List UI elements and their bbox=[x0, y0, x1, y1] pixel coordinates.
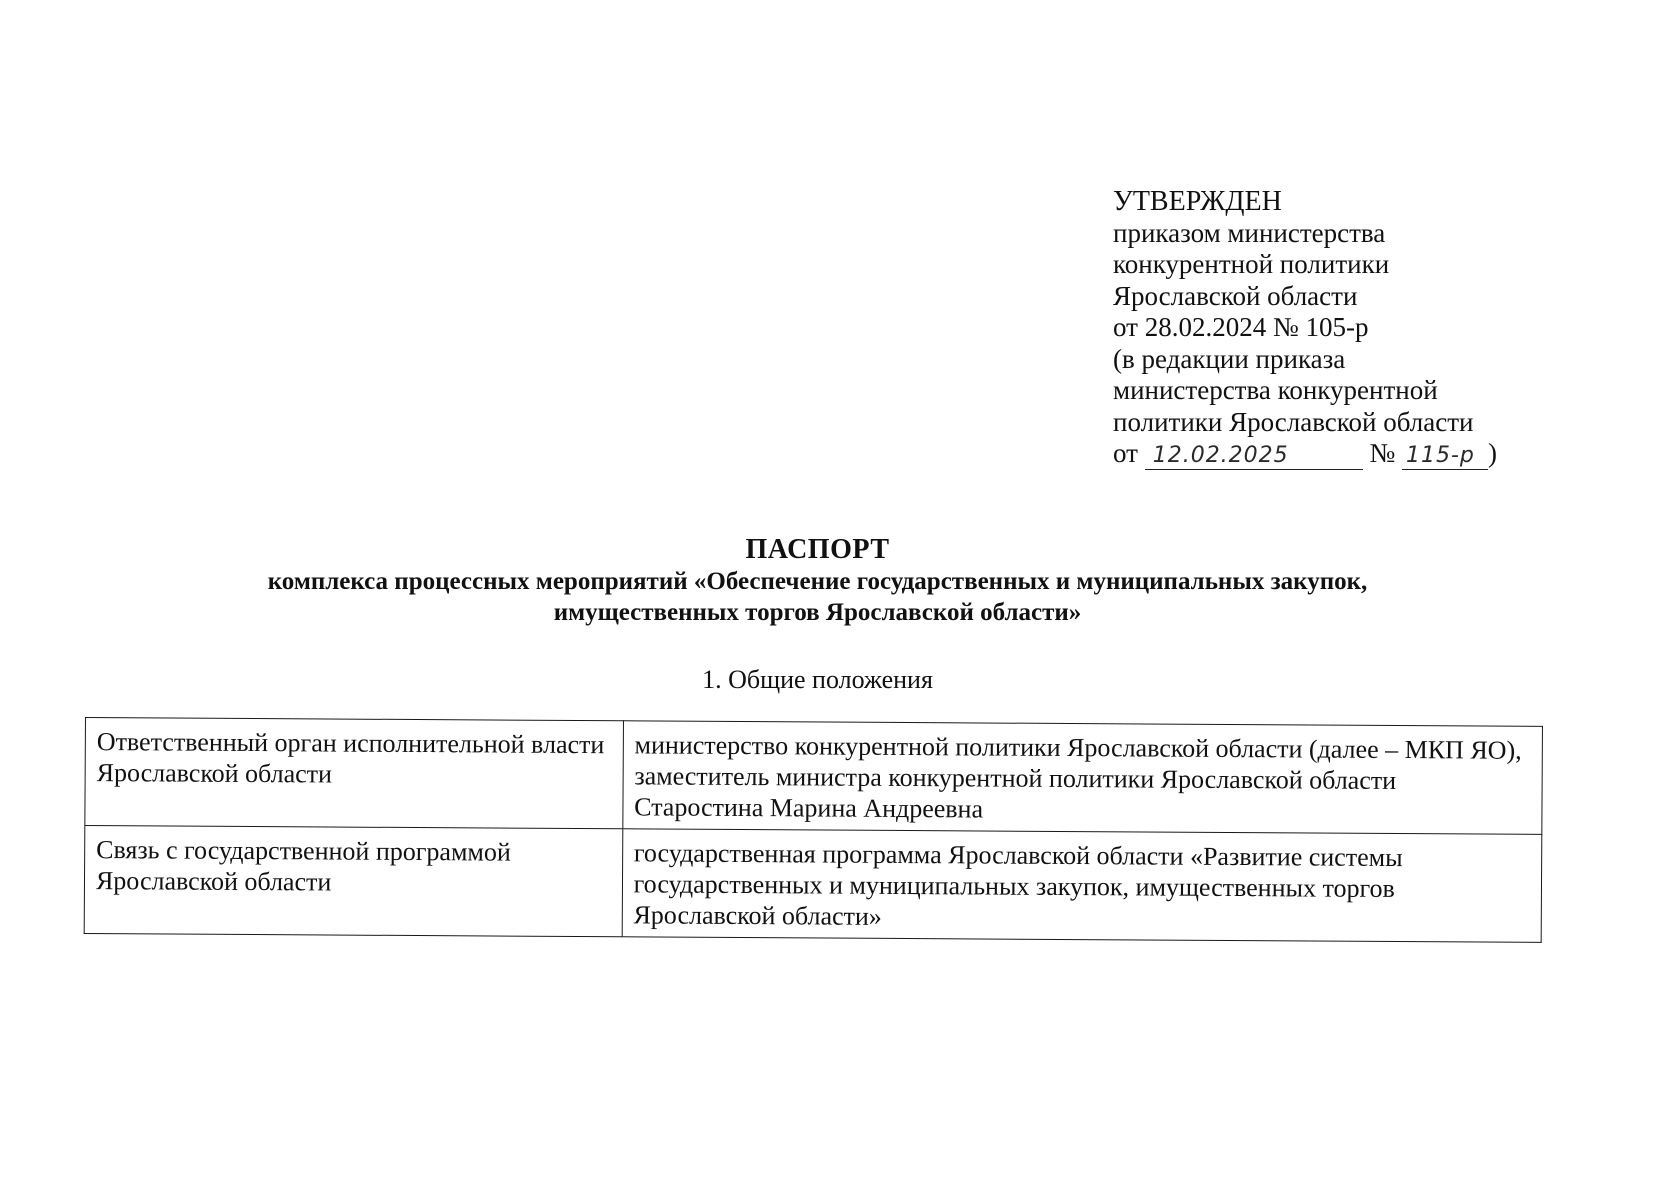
title-subtitle-line-2: имущественных торгов Ярославской области» bbox=[553, 599, 1082, 626]
row-label: Связь с государственной программой Ярославской области bbox=[84, 826, 622, 937]
approval-line: политики Ярославской области bbox=[1113, 406, 1474, 437]
approval-line: приказом министерства bbox=[1113, 217, 1386, 248]
row-value: государственная программа Ярославской области «Развитие системы государственных и муниципальных закупок, имущественных торгов Ярославской области» bbox=[622, 829, 1542, 943]
handwritten-number: 115-р bbox=[1402, 443, 1488, 470]
handwritten-date: 12.02.2025 bbox=[1145, 443, 1363, 470]
title-subtitle-line-1: комплекса процессных мероприятий «Обеспечение государственных и муниципальных закупок, bbox=[267, 568, 1368, 595]
approval-line: Ярославской области bbox=[1113, 280, 1358, 311]
title-main: ПАСПОРТ bbox=[745, 534, 890, 565]
table-row bbox=[85, 718, 1543, 835]
approval-line: (в редакции приказа bbox=[1113, 343, 1346, 374]
approval-original-order: от 28.02.2024 № 105-р bbox=[1113, 312, 1369, 342]
date-prefix: от bbox=[1113, 438, 1138, 468]
closing-paren: ) bbox=[1487, 438, 1497, 468]
approval-heading: УТВЕРЖДЕН bbox=[1113, 186, 1282, 217]
table-row bbox=[84, 826, 1542, 943]
approval-line: министерства конкурентной bbox=[1113, 375, 1438, 405]
row-label: Ответственный орган исполнительной власти Ярославской области bbox=[85, 718, 623, 829]
approval-line: конкурентной политики bbox=[1113, 249, 1390, 279]
general-provisions-table bbox=[84, 717, 1543, 943]
amendment-date-row bbox=[1113, 438, 1533, 470]
number-sign: № bbox=[1369, 438, 1396, 468]
approval-stamp bbox=[1113, 186, 1533, 470]
section-heading: 1. Общие положения bbox=[702, 665, 933, 694]
document-title bbox=[150, 534, 1485, 628]
row-value: министерство конкурентной политики Ярославской области (далее – МКП ЯО), заместитель министра конкурентной политики Ярославской области Старостина Марина Андреевна bbox=[623, 721, 1543, 835]
